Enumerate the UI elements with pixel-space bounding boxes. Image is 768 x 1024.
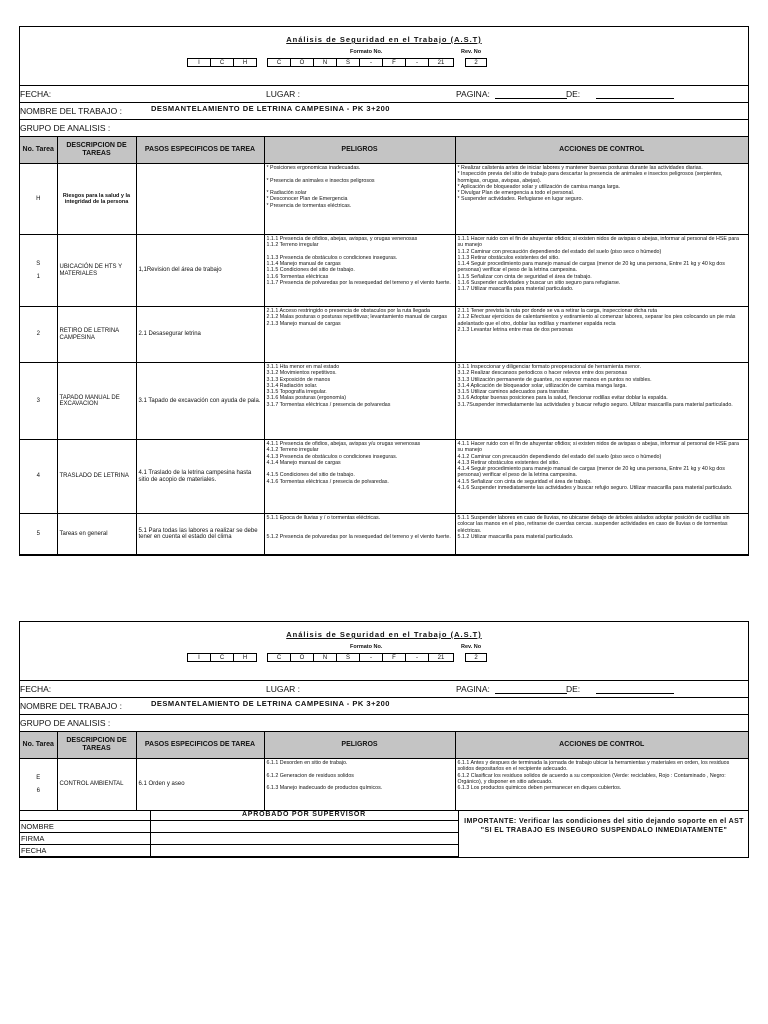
nombre-row [20, 103, 748, 120]
formato-label: Formato No. [350, 644, 383, 650]
task-acciones: 4.1.1 Hacer ruido con el fin de ahuyentar ofidios; si existen nidos de avispas o abejas, informar al personal de HSE para su manejo 4.1.2 Caminar con precaución dependiendo del estado del suelo (piso seco o húmedo) 4.1.3 Retirar obstáculos existentes del sitio. 4.1.4 Seguir procedimiento para manejo manual de cargas (menor de 20 kg una persona, Entre 21 kg y 40 kg dos personas) verificar el peso de la letrina campesina. 4.1.5 Señalizar con cinta de seguridad el área de trabajo. 4.1.6 Suspender inmediatamente las actividades y buscar refujio seguro. Utilizar mascarilla para material particulado. [455, 440, 748, 514]
de-field[interactable] [596, 98, 674, 99]
task-desc: Tareas en general [57, 514, 136, 555]
task-pasos: 5.1 Para todas las labores a realizar se debe tener en cuenta el estado del clima [136, 514, 264, 555]
col-acciones: ACCIONES DE CONTROL [455, 732, 748, 759]
table-row [20, 235, 748, 307]
approval-table [20, 811, 459, 857]
nombre-label: NOMBRE DEL TRABAJO : [20, 701, 123, 711]
rev-label: Rev. No [461, 644, 482, 650]
task-peligros: 4.1.1 Presencia de ofidios, abejas, avispas y/u orugas venenosas 4.1.2 Terreno irregular 4.1.3 Presencia de obstáculos o condiciones inseguras. 4.1.4 Manejo manual de cargas 4.1.5 Condiciones del sitio de trabajo. 4.1.6 Tormentas eléctricas / presecia de polvaredas. [264, 440, 455, 514]
grupo-row [20, 120, 748, 137]
aprobado-label: APROBADO POR SUPERVISOR [150, 811, 458, 820]
fecha-sign-field[interactable] [150, 844, 458, 856]
col-desc: DESCRIPCION DE TAREAS [57, 137, 136, 164]
task-pasos: 2.1 Desasegurar letrina [136, 307, 264, 363]
formato-code-a: I C H [188, 653, 257, 662]
lugar-label: LUGAR : [266, 684, 301, 694]
form-title: Análisis de Seguridad en el Trabajo (A.S.T) [286, 35, 482, 44]
pagina-field[interactable] [495, 98, 567, 99]
grupo-row [20, 715, 748, 732]
table-row [20, 759, 748, 811]
nombre-row [20, 698, 748, 715]
table-row [20, 514, 748, 555]
grupo-label: GRUPO DE ANALISIS : [20, 718, 111, 728]
fecha-row [20, 681, 748, 698]
task-peligros: 5.1.1 Epoca de lluvias y / o tormentas eléctricas. 5.1.2 Presencia de polvaredas por la resequedad del terreno y el viento fuerte. [264, 514, 455, 555]
pagina-label: PAGINA: [456, 89, 490, 99]
task-pasos [136, 164, 264, 235]
formato-code-b: C O N S - F - 21 [268, 653, 454, 662]
col-no: No. Tarea [20, 732, 57, 759]
table-row [20, 307, 748, 363]
task-acciones: 2.1.1 Tener prevista la ruta por donde se va a retirar la carga, inspeccionar dicha ruta 2.1.2 Efectuar ejercicios de calentamientos y estiramiento al comenzar labores, separar los pies colocando un pie más adelantado que el otro, doblar las rodillas y mantener espalda recta 2.1.3 Levantar letrina entre mas de dos personas [455, 307, 748, 363]
rev-box: 2 [466, 653, 487, 662]
nombre-value: DESMANTELAMIENTO DE LETRINA CAMPESINA - PK 3+200 [151, 699, 390, 708]
fecha-label: FECHA: [20, 89, 52, 99]
firma-label: FIRMA [20, 832, 150, 844]
task-no: H [20, 164, 57, 235]
task-pasos: 1,1Revision del área de trabajo [136, 235, 264, 307]
task-acciones: * Realizar calistenia antes de iniciar labores y mantener buenas posturas durante las actividades diarias. * Inspección previa del sitio de trabajo para descartar la presencia de animales e insectos peligrosos (serpientes, hormigas, orugas, avispas, abejas). * Aplicación de bloqueador solar y utilización de camisa manga larga. * Divulgar Plan de emergencia a todo el personal. * Suspender actividades. Refugiarse en lugar seguro. [455, 164, 748, 235]
fecha-sign-label: FECHA [20, 844, 150, 856]
task-peligros: 2.1.1 Acceso restringido o presencia de obstaculos por la ruta llegada 2.1.2 Malas posturas o posturas repetitivas; levantamiento manual de cargas 2.1.3 Manejo manual de cargas [264, 307, 455, 363]
nombre-label: NOMBRE DEL TRABAJO : [20, 106, 123, 116]
rev-label: Rev. No [461, 49, 482, 55]
task-desc: TAPADO MANUAL DE EXCAVACION [57, 363, 136, 440]
task-table [20, 137, 748, 555]
fecha-row [20, 86, 748, 103]
grupo-label: GRUPO DE ANALISIS : [20, 123, 111, 133]
task-pasos: 3.1 Tapado de excavación con ayuda de pala. [136, 363, 264, 440]
rev-box: 2 [466, 58, 487, 67]
ast-sheet-2 [19, 621, 749, 858]
col-no: No. Tarea [20, 137, 57, 164]
task-pasos: 6.1 Orden y aseo [136, 759, 264, 811]
pagina-label: PAGINA: [456, 684, 490, 694]
firma-field[interactable] [150, 832, 458, 844]
task-desc: RETIRO DE LETRINA CAMPESINA [57, 307, 136, 363]
de-field[interactable] [596, 693, 674, 694]
nombre-sign-field[interactable] [150, 820, 458, 832]
task-no: E 6 [20, 759, 57, 811]
task-no: 4 [20, 440, 57, 514]
task-acciones: 6.1.1 Antes y despues de terminada la jornada de trabajo ubicar la herramientas y materiales en orden, los residuos solidos depositarlos en el recipiente adecuado. 6.1.2 Clasificar los residuos solidos de acuerdo a su composicion (Verde: reciclables, Rojo : Contaminado , Negro: Orgánico), y disponer en sitio adecuado. 6.1.3 Los productos quimicos deben permanecer en diques cubiertos. [455, 759, 748, 811]
importante-text: IMPORTANTE: Verificar las condiciones del sitio dejando soporte en el AST [464, 818, 744, 825]
task-desc: TRASLADO DE LETRINA [57, 440, 136, 514]
pagina-field[interactable] [495, 693, 567, 694]
task-no: 3 [20, 363, 57, 440]
de-label: DE: [566, 684, 581, 694]
col-acciones: ACCIONES DE CONTROL [455, 137, 748, 164]
inseguro-text: "SI EL TRABAJO ES INSEGURO SUSPENDALO INMEDIATAMENTE" [480, 827, 728, 834]
col-desc: DESCRIPCION DE TAREAS [57, 732, 136, 759]
task-no: S 1 [20, 235, 57, 307]
table-row [20, 440, 748, 514]
table-row [20, 363, 748, 440]
task-acciones: 1.1.1 Hacer ruido con el fin de ahuyentar ofidios; si existen nidos de avispas o abejas, informar al personal de HSE para su manejo 1.1.2 Caminar con precaución dependiendo del estado del suelo (piso seco o húmedo) 1.1.3 Retirar obstáculos existentes del sitio. 1.1.4 Seguir procedimiento para manejo manual de cargas (menor de 20 kg una persona, Entre 21 kg y 40 kg dos personas) verificar el peso de la letrina campesina. 1.1.5 Señalizar con cinta de seguridad el área de trabajo. 1.1.6 Suspender actividades y buscar un sitio seguro para refugiarse. 1.1.7 Utilizar mascarilla para material particulado. [455, 235, 748, 307]
form-title: Análisis de Seguridad en el Trabajo (A.S.T) [286, 630, 482, 639]
task-no: 2 [20, 307, 57, 363]
task-peligros: 1.1.1 Presencia de ofidios, abejas, avispas, y orugas venenosas 1.1.2 Terreno irregular 1.1.3 Presencia de obstáculos o condiciones inseguras. 1.1.4 Manejo manual de cargas 1.1.5 Condiciones del sitio de trabajo. 1.1.6 Tormentas eléctricas 1.1.7 Presencia de polvaredas por la resequedad del terreno y el viento fuerte. [264, 235, 455, 307]
importante-note [460, 817, 748, 835]
task-peligros: 6.1.1 Desorden en sitio de trabajo. 6.1.2 Generacion de residuos solidos 6.1.3 Manejo inadecuado de productos químicos. [264, 759, 455, 811]
sheet-header [20, 27, 748, 86]
col-pasos: PASOS ESPECIFICOS DE TAREA [136, 137, 264, 164]
task-acciones: 5.1.1 Suspender labores en caso de lluvias, no ubicarse debajo de árboles aislados adoptar posición de cuclillas sin colocar las manos en el piso, retirarse de cuerdas cercas. suspender actividades en caso de lluvias o de tormentas eléctricas. 5.1.2 Utilizar mascarilla para material particulado. [455, 514, 748, 555]
fecha-label: FECHA: [20, 684, 52, 694]
lugar-label: LUGAR : [266, 89, 301, 99]
formato-code-b: C O N S - F - 21 [268, 58, 454, 67]
formato-code-a: I C H [188, 58, 257, 67]
nombre-value: DESMANTELAMIENTO DE LETRINA CAMPESINA - PK 3+200 [151, 104, 390, 113]
task-no: 5 [20, 514, 57, 555]
task-pasos: 4.1 Traslado de la letrina campesina hasta sitio de acopio de materiales. [136, 440, 264, 514]
table-row [20, 164, 748, 235]
task-peligros: * Posiciones ergonomicas inadecuadas. * Presencia de animales e insectos peligrosos * Radiación solar * Desconocer Plan de Emergencia * Presencia de tormentas eléctricas. [264, 164, 455, 235]
task-desc: UBICACIÓN DE HTS Y MATERIALES [57, 235, 136, 307]
nombre-sign-label: NOMBRE [20, 820, 150, 832]
formato-label: Formato No. [350, 49, 383, 55]
col-pasos: PASOS ESPECIFICOS DE TAREA [136, 732, 264, 759]
task-acciones: 3.1.1 Inspeccionar y diligenciar formato preoperacional de herramienta menor. 3.1.2 Realizar descansos periodicos o hacer relevos entre dos personas 3.1.3 Utilización permanente de guantes, no exponer manos en puntos no visibles. 3.1.4 Aplicación de bloqueador solar, utilización de camisa manga larga. 3.1.5 Utilizar caminos adecuados para transitar. 3.1.6 Adoptar buenas posiciones para la salud, flexcionar rodillas evitar doblar la espalda. 3.1.7Suspender inmediatamente las actividades y buscar refugio seguro. Utilizar mascarilla para material particulado. [455, 363, 748, 440]
task-desc: CONTROL AMBIENTAL [57, 759, 136, 811]
col-peligros: PELIGROS [264, 732, 455, 759]
task-table [20, 732, 748, 811]
ast-sheet-1 [19, 26, 749, 556]
col-peligros: PELIGROS [264, 137, 455, 164]
task-desc: Riesgos para la salud y la integridad de la persona [57, 164, 136, 235]
task-peligros: 3.1.1 Hta menor en mal estado 3.1.2 Movimientos repetitivos. 3.1.3 Exposición de manos 3.1.4 Radiación solar. 3.1.5 Topografía irregular. 3.1.6 Malas posturas (ergonomía) 3.1.7 Tormentas eléctricas / presencia de polvaredas [264, 363, 455, 440]
de-label: DE: [566, 89, 581, 99]
sheet-header [20, 622, 748, 681]
approval-footer [20, 811, 748, 857]
